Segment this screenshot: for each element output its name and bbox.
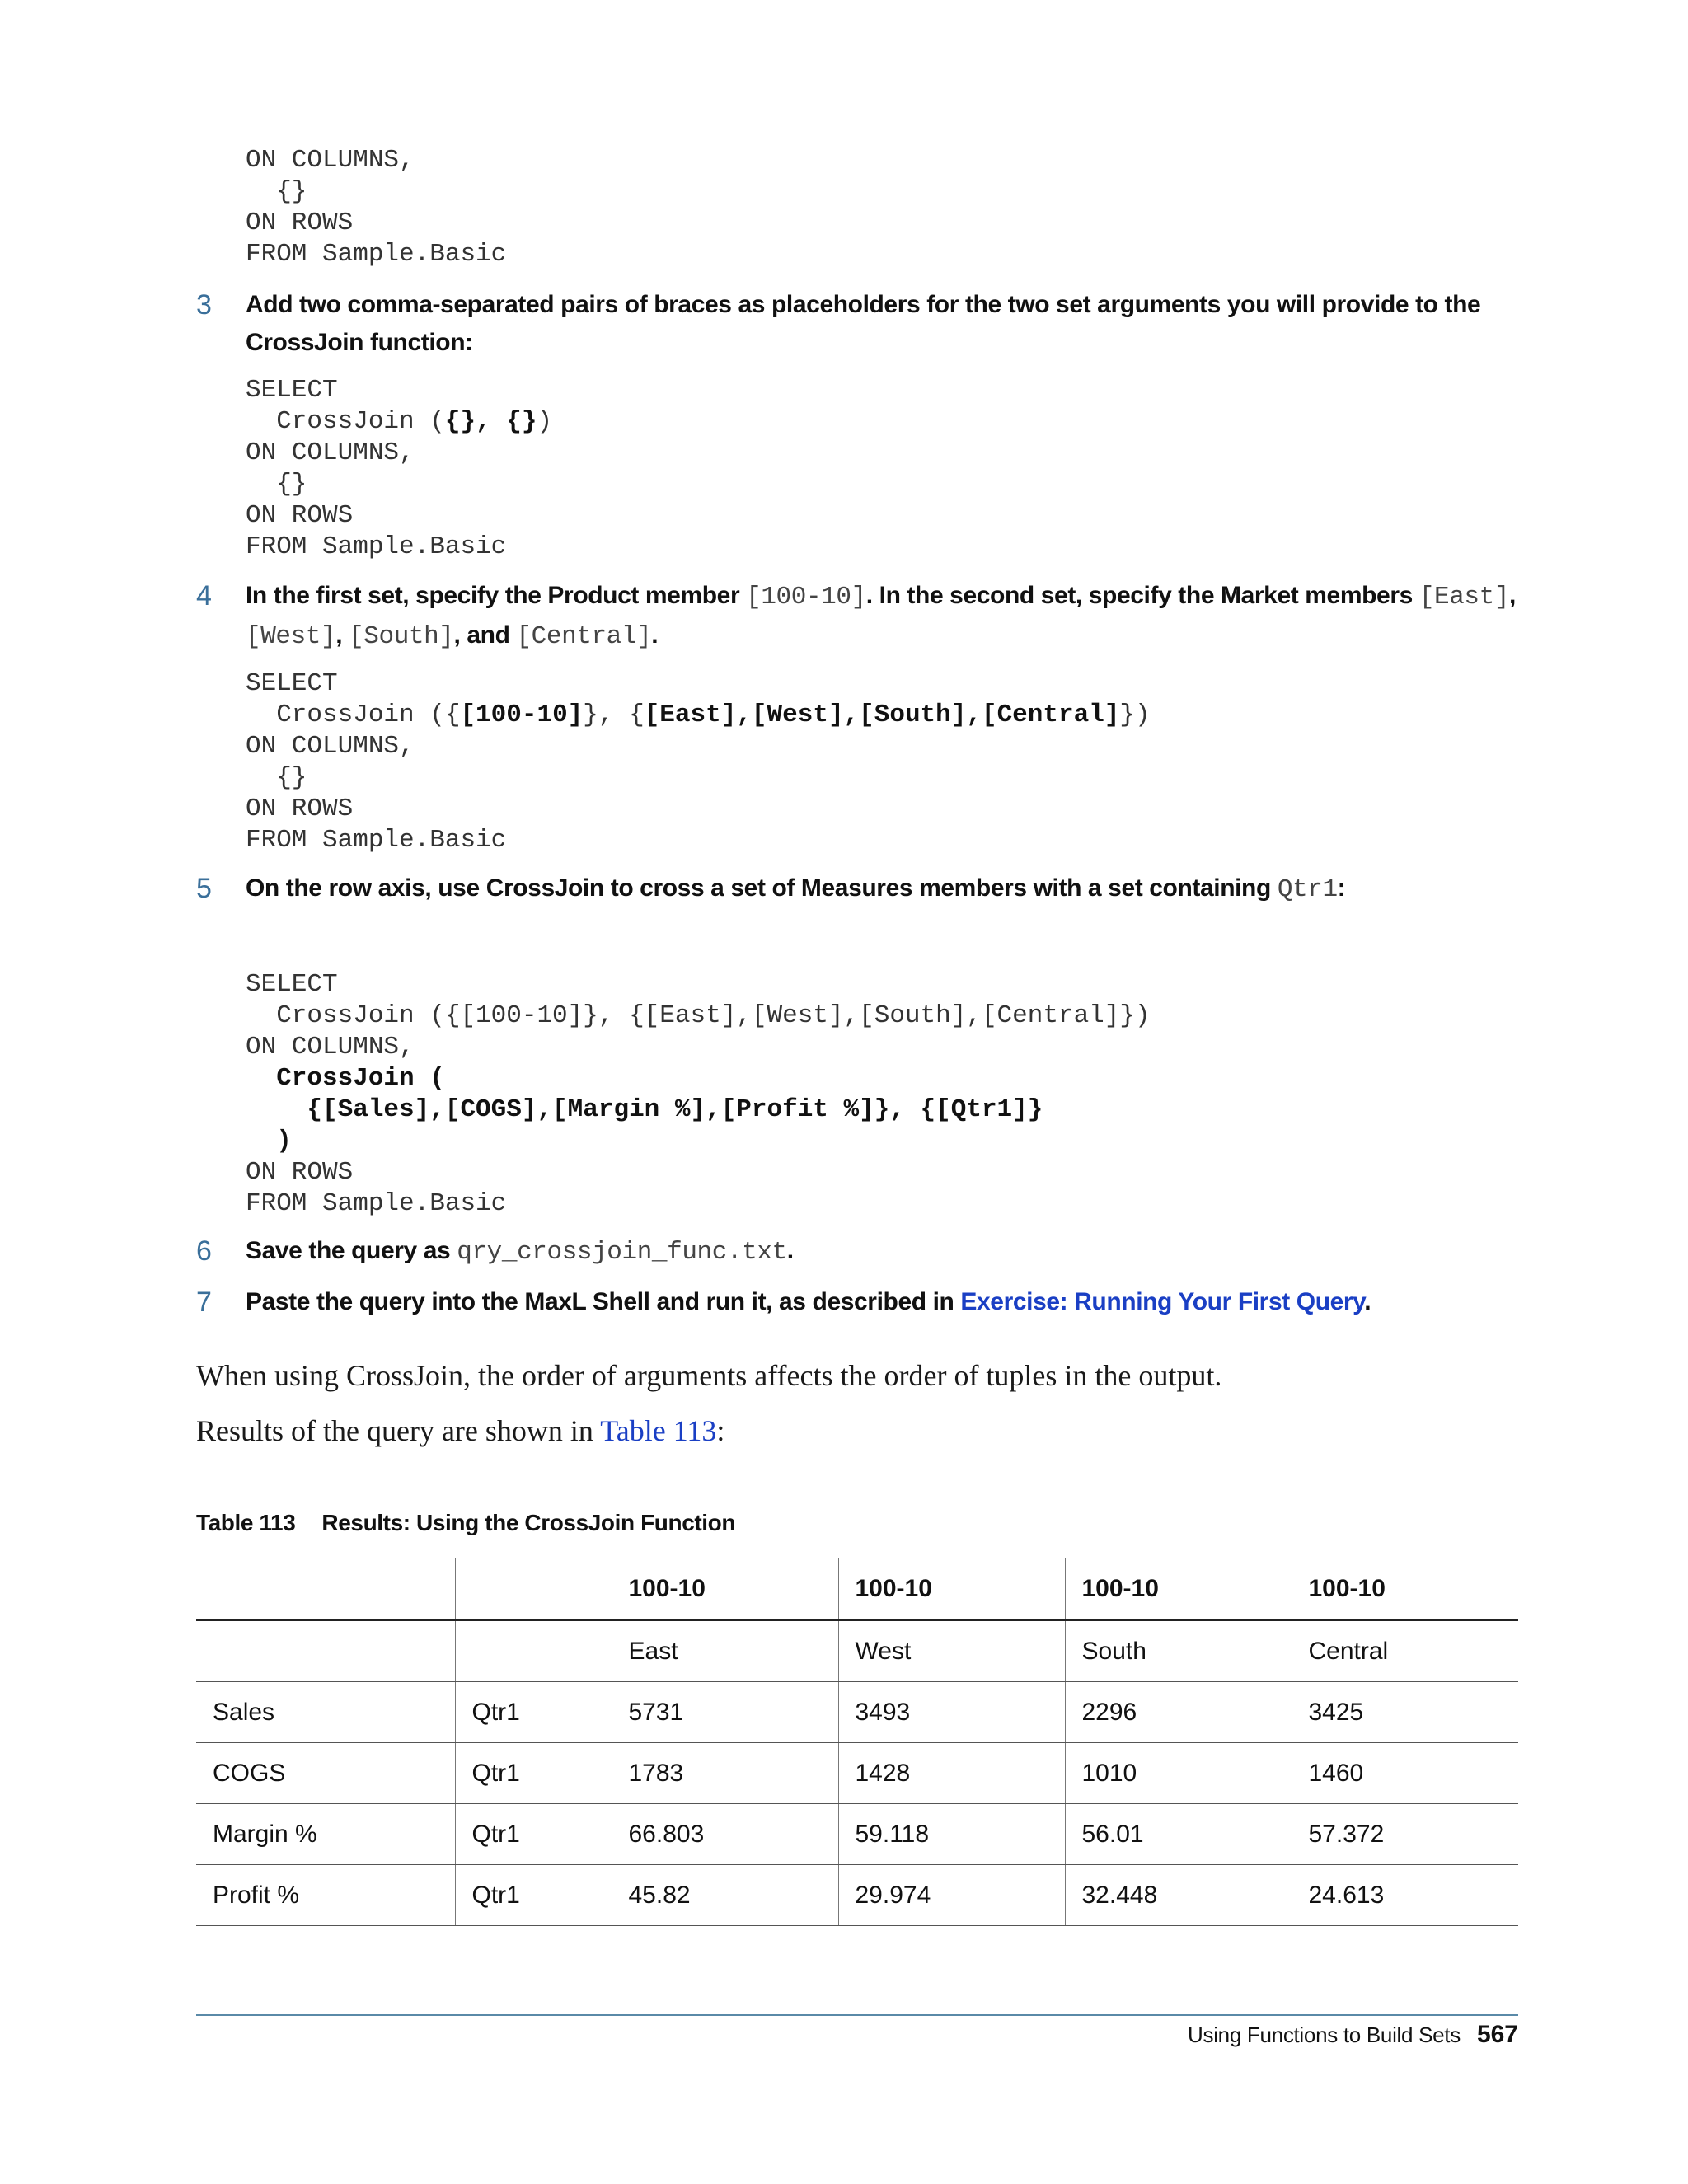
code-line: ON COLUMNS, xyxy=(246,438,415,467)
step-6 xyxy=(196,1232,1548,1272)
header-cell: 100-10 xyxy=(1065,1558,1292,1620)
table-cell: 3425 xyxy=(1292,1682,1518,1743)
code-line: ON ROWS xyxy=(246,794,354,823)
code-line: CrossJoin ({[100-10]}, {[East],[West],[South],[Central]}) xyxy=(246,701,1151,729)
table-cell: Profit % xyxy=(196,1865,455,1926)
step-text: Add two comma-separated pairs of braces as placeholders for the two set arguments you will provide to the CrossJoin function: xyxy=(246,291,1481,356)
table-cell: 2296 xyxy=(1065,1682,1292,1743)
table-cell: 56.01 xyxy=(1065,1804,1292,1865)
table-cell: 1783 xyxy=(612,1743,838,1804)
table-row xyxy=(196,1682,1518,1743)
table-cell: 45.82 xyxy=(612,1865,838,1926)
code-line: {} xyxy=(246,763,307,792)
step-text: On the row axis, use CrossJoin to cross a set of Measures members with a set containing Qtr1: xyxy=(246,874,1346,904)
table-cell: 24.613 xyxy=(1292,1865,1518,1926)
paragraph-results: Results of the query are shown in Table 113: xyxy=(196,1414,725,1447)
paragraph-crossjoin-order: When using CrossJoin, the order of arguments affects the order of tuples in the output. xyxy=(196,1359,1222,1392)
code-line: FROM Sample.Basic xyxy=(246,1189,507,1218)
code-line: FROM Sample.Basic xyxy=(246,240,507,269)
table-cell: Margin % xyxy=(196,1804,455,1865)
table-cell: Qtr1 xyxy=(455,1743,612,1804)
step-number: 6 xyxy=(196,1235,212,1267)
code-line: FROM Sample.Basic xyxy=(246,532,507,561)
code-line: CrossJoin ( xyxy=(246,1064,445,1093)
code-line: {[Sales],[COGS],[Margin %],[Profit %]}, {[Qtr1]} xyxy=(246,1095,1043,1124)
step-7 xyxy=(196,1283,1548,1321)
step-text: Paste the query into the MaxL Shell and run it, as described in Exercise: Running Your First Query. xyxy=(246,1288,1372,1315)
header-cell: 100-10 xyxy=(1292,1558,1518,1620)
results-table xyxy=(196,1558,1518,1926)
code-line: ) xyxy=(246,1127,292,1155)
table-cell: 5731 xyxy=(612,1682,838,1743)
step-number: 7 xyxy=(196,1286,212,1318)
table-cell: 57.372 xyxy=(1292,1804,1518,1865)
table-cell: 29.974 xyxy=(838,1865,1065,1926)
subheader-cell: South xyxy=(1065,1620,1292,1682)
table-caption xyxy=(196,1510,735,1536)
table-row xyxy=(196,1743,1518,1804)
table-header-row xyxy=(196,1558,1518,1620)
table-cell: 32.448 xyxy=(1065,1865,1292,1926)
code-line: CrossJoin ({}, {}) xyxy=(246,407,553,436)
step-4 xyxy=(196,577,1548,656)
table-caption-label: Table 113 xyxy=(196,1510,296,1535)
footer-rule xyxy=(196,2014,1518,2016)
table-cell: 66.803 xyxy=(612,1804,838,1865)
code-line: SELECT xyxy=(246,376,338,405)
table-cell: 3493 xyxy=(838,1682,1065,1743)
code-line: ON COLUMNS, xyxy=(246,1033,415,1062)
subheader-cell: East xyxy=(612,1620,838,1682)
step-3 xyxy=(196,286,1548,362)
code-block-step4 xyxy=(246,668,1151,856)
step-text: In the first set, specify the Product member [100-10]. In the second set, specify the Market members [East], [West], [South], and [Central]. xyxy=(246,582,1516,651)
code-line: ON ROWS xyxy=(246,501,354,530)
table-cell: 1460 xyxy=(1292,1743,1518,1804)
code-line: ON COLUMNS, xyxy=(246,146,415,175)
table-cell: 59.118 xyxy=(838,1804,1065,1865)
table-subheader-row xyxy=(196,1620,1518,1682)
code-line: CrossJoin ({[100-10]}, {[East],[West],[South],[Central]}) xyxy=(246,1001,1151,1030)
code-line: {} xyxy=(246,177,307,206)
code-line: {} xyxy=(246,470,307,499)
code-block-step5 xyxy=(246,969,1151,1220)
table-cell: 1010 xyxy=(1065,1743,1292,1804)
table-row xyxy=(196,1804,1518,1865)
header-cell: 100-10 xyxy=(612,1558,838,1620)
header-cell xyxy=(455,1558,612,1620)
exercise-link[interactable]: Exercise: Running Your First Query xyxy=(960,1288,1365,1315)
code-block-intro xyxy=(246,145,506,270)
footer-section-title: Using Functions to Build Sets xyxy=(1188,2022,1461,2047)
page-footer xyxy=(1188,2021,1518,2049)
step-text: Save the query as qry_crossjoin_func.txt. xyxy=(246,1237,794,1267)
subheader-cell: West xyxy=(838,1620,1065,1682)
code-line: FROM Sample.Basic xyxy=(246,826,507,855)
step-number: 5 xyxy=(196,873,212,904)
code-line: ON COLUMNS, xyxy=(246,732,415,761)
code-block-step3 xyxy=(246,375,552,563)
table-cell: Qtr1 xyxy=(455,1865,612,1926)
code-line: ON ROWS xyxy=(246,1158,354,1187)
table-cell: Qtr1 xyxy=(455,1804,612,1865)
step-number: 4 xyxy=(196,580,212,612)
code-line: SELECT xyxy=(246,669,338,698)
page-number: 567 xyxy=(1476,2021,1518,2048)
subheader-cell xyxy=(196,1620,455,1682)
table-caption-title: Results: Using the CrossJoin Function xyxy=(321,1510,736,1535)
header-cell: 100-10 xyxy=(838,1558,1065,1620)
table-cell: COGS xyxy=(196,1743,455,1804)
code-line: SELECT xyxy=(246,970,338,999)
subheader-cell xyxy=(455,1620,612,1682)
code-line: ON ROWS xyxy=(246,209,354,237)
subheader-cell: Central xyxy=(1292,1620,1518,1682)
table-link[interactable]: Table 113 xyxy=(600,1414,717,1447)
table-cell: Sales xyxy=(196,1682,455,1743)
table-row xyxy=(196,1865,1518,1926)
table-cell: 1428 xyxy=(838,1743,1065,1804)
step-number: 3 xyxy=(196,289,212,321)
step-5 xyxy=(196,869,1548,909)
header-cell xyxy=(196,1558,455,1620)
file-name: qry_crossjoin_func.txt xyxy=(457,1238,787,1267)
table-cell: Qtr1 xyxy=(455,1682,612,1743)
